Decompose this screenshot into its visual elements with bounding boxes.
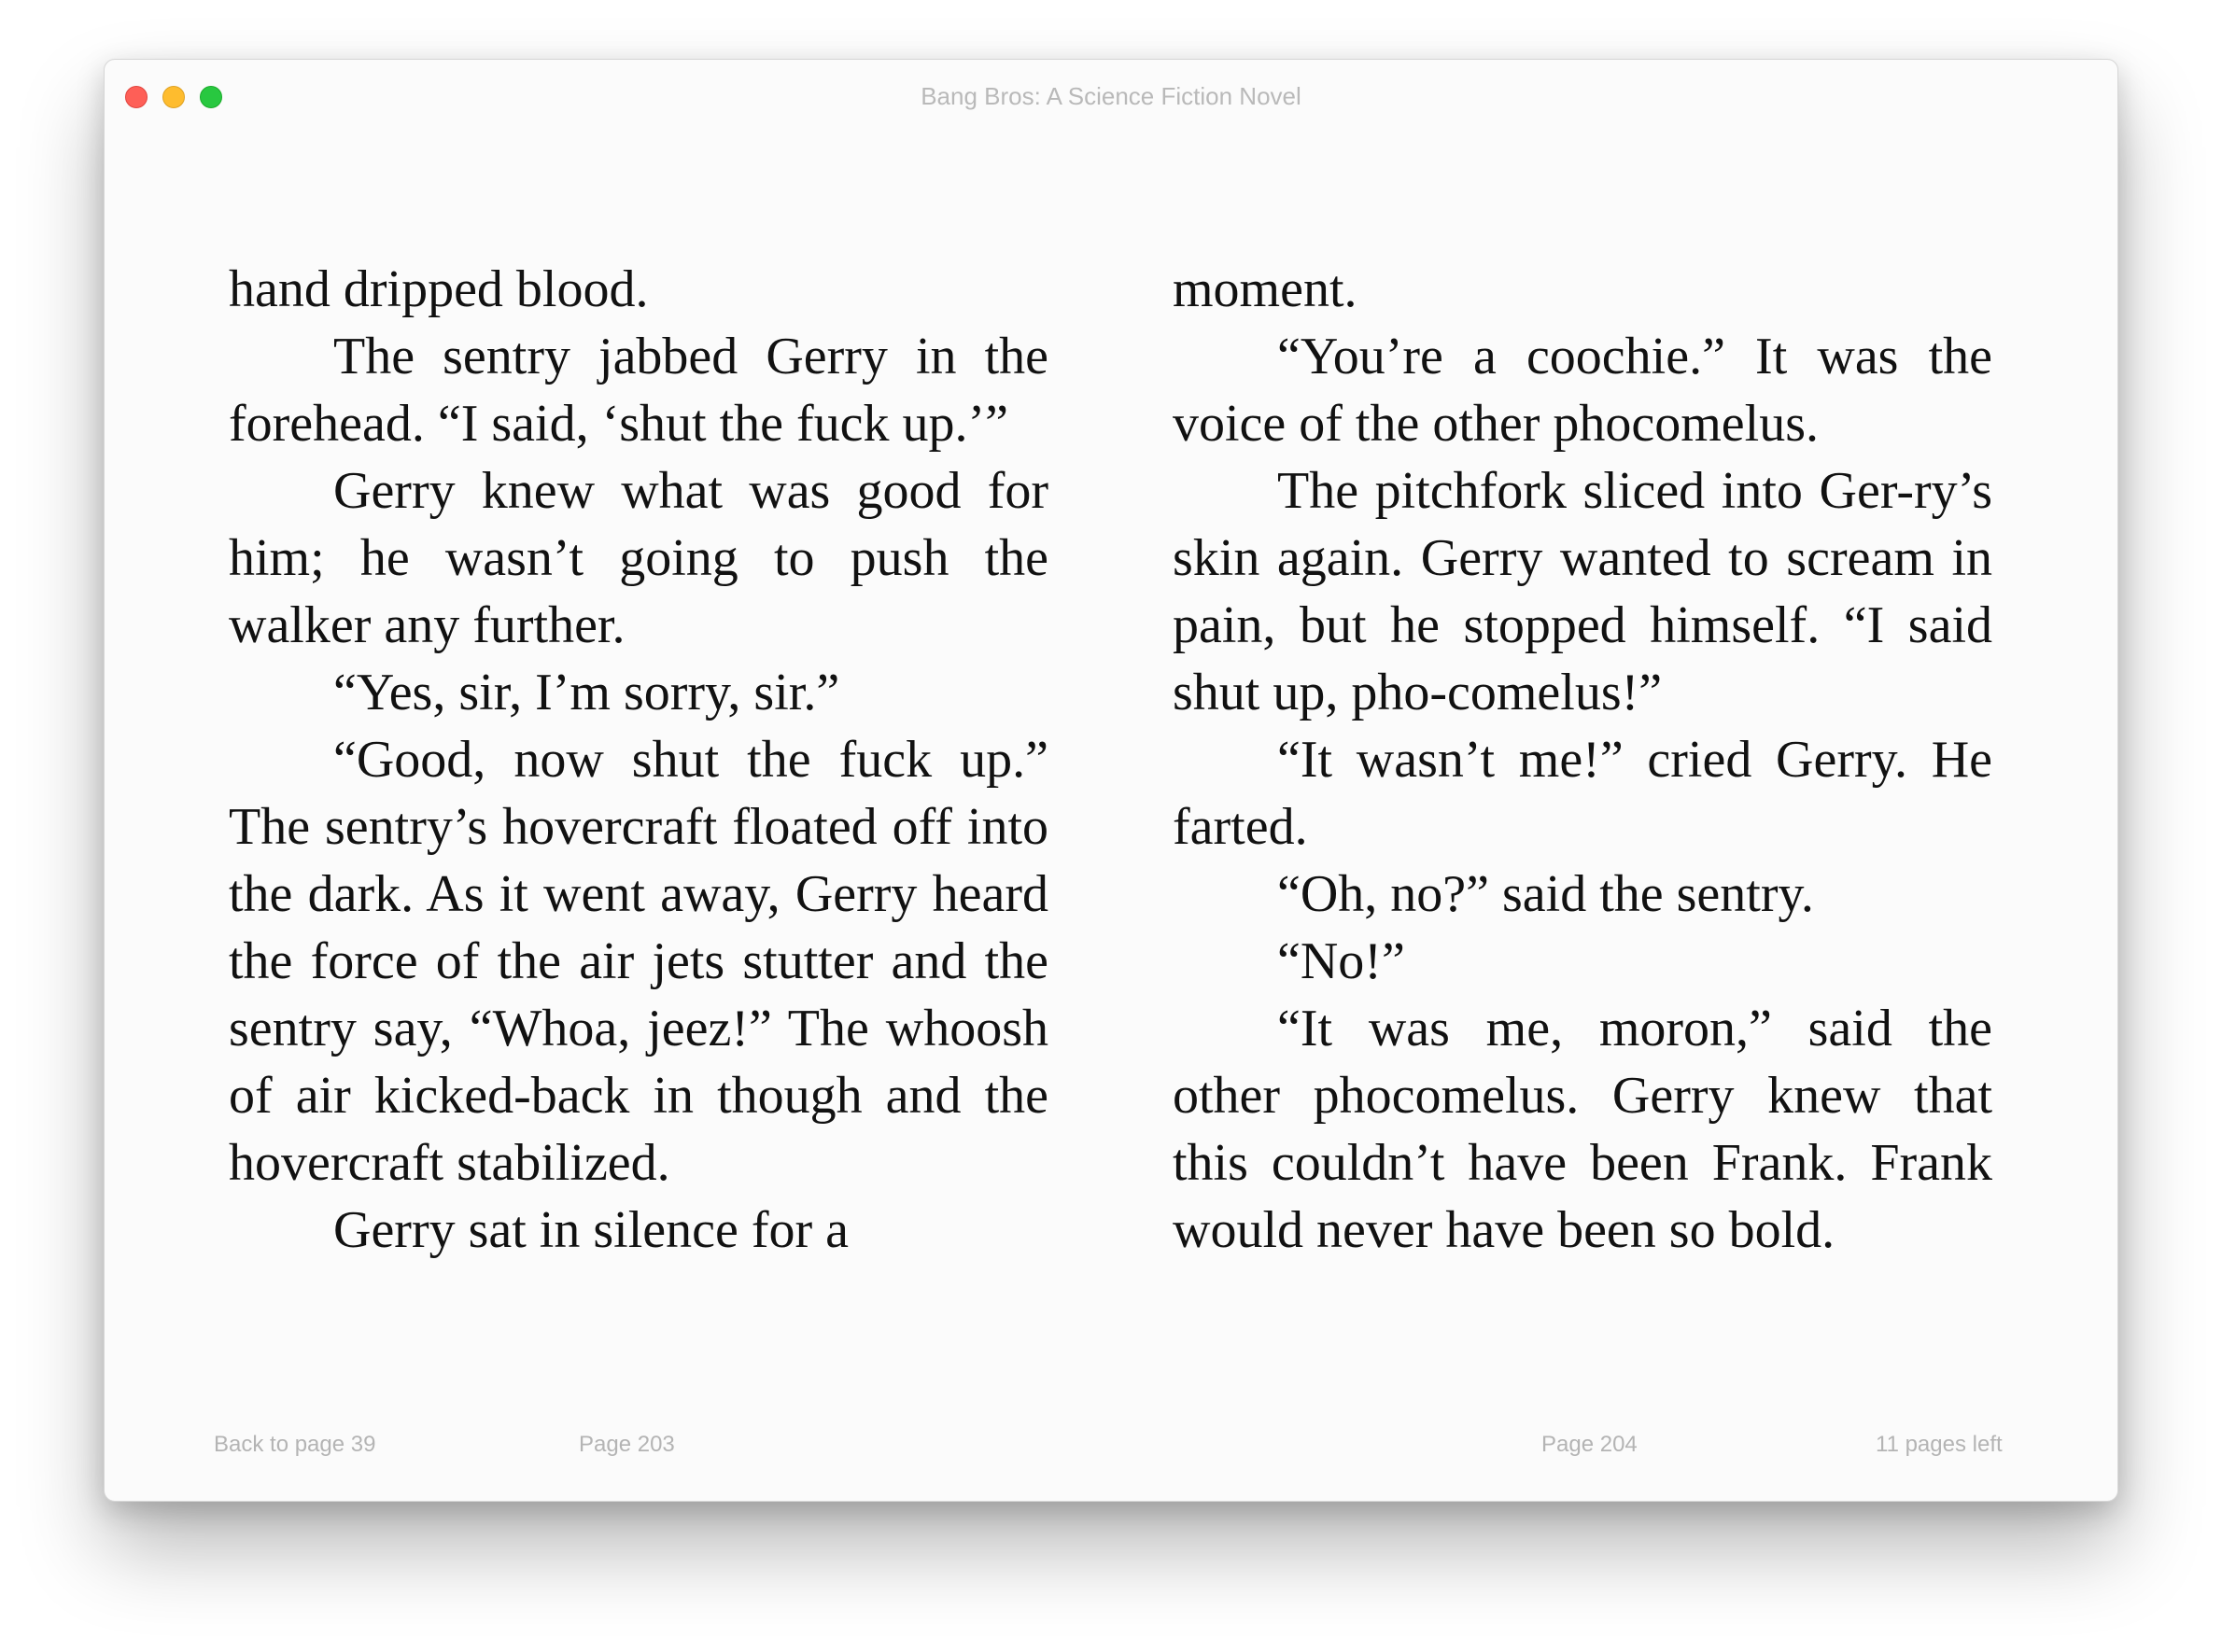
right-page-text <box>1173 256 1992 1264</box>
title-bar[interactable] <box>105 60 2117 131</box>
paragraph: Gerry knew what was good for him; he wasn’t going to push the walker any further. <box>229 462 1048 654</box>
right-page-number: Page 204 <box>1541 1432 1638 1457</box>
paragraph: moment. <box>1173 260 1357 318</box>
paragraph: “Good, now shut the fuck up.” The sentry’s hovercraft floated off into the dark. As it went away, Gerry heard the force of the air jets stutter and the sentry say, “Whoa, jeez!” The whoosh of air kicked-back in though and the hovercraft stabilized. <box>229 731 1048 1192</box>
left-page-text <box>229 256 1048 1264</box>
paragraph: Gerry sat in silence for a <box>333 1201 849 1259</box>
paragraph: “No!” <box>1277 932 1405 990</box>
paragraph: “You’re a coochie.” It was the voice of the other phocomelus. <box>1173 328 1992 453</box>
reader-window <box>104 59 2118 1502</box>
paragraph: “It was me, moron,” said the other phocomelus. Gerry knew that this couldn’t have been Frank. Frank would never have been so bold. <box>1173 1000 1992 1259</box>
paragraph: “Oh, no?” said the sentry. <box>1277 865 1814 923</box>
left-page-number: Page 203 <box>579 1432 675 1457</box>
paragraph: “It wasn’t me!” cried Gerry. He farted. <box>1173 731 1992 856</box>
paragraph: “Yes, sir, I’m sorry, sir.” <box>333 664 840 721</box>
pages-left-label: 11 pages left <box>1876 1432 2003 1457</box>
paragraph: The sentry jabbed Gerry in the forehead. “I said, ‘shut the fuck up.’” <box>229 328 1048 453</box>
back-to-page-link[interactable]: Back to page 39 <box>214 1432 376 1457</box>
window-title: Bang Bros: A Science Fiction Novel <box>921 82 1301 110</box>
paragraph: hand dripped blood. <box>229 260 649 318</box>
paragraph: The pitchfork sliced into Ger-ry’s skin again. Gerry wanted to scream in pain, but he stopped himself. “I said shut up, pho-comelus!” <box>1173 462 1992 721</box>
